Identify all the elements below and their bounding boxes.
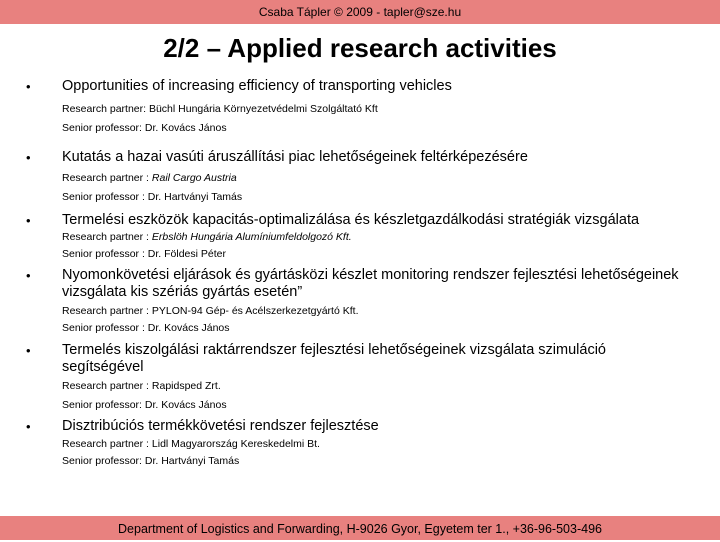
list-item xyxy=(0,212,720,267)
research-partner xyxy=(62,436,680,453)
research-partner xyxy=(62,169,680,188)
partner-label: Research partner: xyxy=(62,103,149,115)
professor-name: Dr. Földesi Péter xyxy=(147,248,226,260)
list-item xyxy=(0,418,720,468)
bullet-icon: • xyxy=(26,343,31,358)
partner-name: Lidl Magyarország Kereskedelmi Bt. xyxy=(151,438,320,450)
item-title: Nyomonkövetési eljárások és gyártásközi készlet monitoring rendszer fejlesztési lehetőségeinek vizsgálata kis szériás gyártás esetén” xyxy=(62,267,679,300)
item-title: Termelési eszközök kapacitás-optimalizálása és készletgazdálkodási stratégiák vizsgálata xyxy=(62,212,640,228)
professor-name: Dr. Kovács János xyxy=(144,122,227,134)
slide-title: 2/2 – Applied research activities xyxy=(163,33,557,63)
partner-label: Research partner : xyxy=(62,380,152,392)
bullet-icon: • xyxy=(26,419,31,434)
list-item xyxy=(0,267,720,342)
professor-label: Senior professor : xyxy=(62,322,148,334)
partner-label: Research partner : xyxy=(62,438,152,450)
bullet-icon: • xyxy=(26,213,31,228)
partner-name: Erbslöh Hungária Alumíniumfeldolgozó Kft. xyxy=(151,231,352,243)
partner-name: Rail Cargo Austria xyxy=(151,172,237,184)
list-item xyxy=(0,78,720,149)
research-partner xyxy=(62,229,680,246)
senior-professor xyxy=(62,188,680,207)
professor-name: Dr. Kovács János xyxy=(147,322,230,334)
bullet-icon: • xyxy=(26,150,31,165)
senior-professor xyxy=(62,453,680,470)
footer-text: Department of Logistics and Forwarding, H-9026 Gyor, Egyetem ter 1., +36-96-503-496 xyxy=(118,522,602,536)
professor-name: Dr. Hartványi Tamás xyxy=(147,191,243,203)
research-partner xyxy=(62,303,680,320)
senior-professor xyxy=(62,246,680,263)
list-item xyxy=(0,342,720,418)
professor-label: Senior professor : xyxy=(62,248,148,260)
bullet-icon: • xyxy=(26,79,31,94)
research-partner xyxy=(62,377,680,396)
professor-label: Senior professor : xyxy=(62,191,148,203)
header-text: Csaba Tápler © 2009 - tapler@sze.hu xyxy=(258,5,462,19)
professor-label: Senior professor: xyxy=(62,399,145,411)
professor-label: Senior professor: xyxy=(62,122,145,134)
item-title: Kutatás a hazai vasúti áruszállítási piac lehetőségeinek feltérképezésére xyxy=(62,149,528,165)
header-bar xyxy=(0,0,720,24)
research-partner xyxy=(62,100,680,119)
professor-name: Dr. Kovács János xyxy=(144,399,227,411)
footer-bar xyxy=(0,516,720,540)
professor-label: Senior professor: xyxy=(62,455,145,467)
bullet-icon: • xyxy=(26,268,31,283)
list-item xyxy=(0,149,720,212)
professor-name: Dr. Hartványi Tamás xyxy=(144,455,240,467)
partner-label: Research partner : xyxy=(62,172,152,184)
senior-professor xyxy=(62,119,680,138)
senior-professor xyxy=(62,396,680,415)
item-title: Termelés kiszolgálási raktárrendszer fejlesztési lehetőségeinek vizsgálata szimuláció segítségével xyxy=(62,342,606,375)
partner-name: Rapidsped Zrt. xyxy=(151,380,221,392)
partner-name: Büchl Hungária Környezetvédelmi Szolgáltató Kft xyxy=(148,103,378,115)
item-title: Opportunities of increasing efficiency of transporting vehicles xyxy=(62,78,452,94)
partner-label: Research partner : xyxy=(62,231,152,243)
partner-label: Research partner : xyxy=(62,305,152,317)
senior-professor xyxy=(62,320,680,337)
research-list xyxy=(0,78,720,468)
item-title: Disztribúciós termékkövetési rendszer fejlesztése xyxy=(62,418,379,434)
partner-name: PYLON-94 Gép- és Acélszerkezetgyártó Kft. xyxy=(151,305,359,317)
